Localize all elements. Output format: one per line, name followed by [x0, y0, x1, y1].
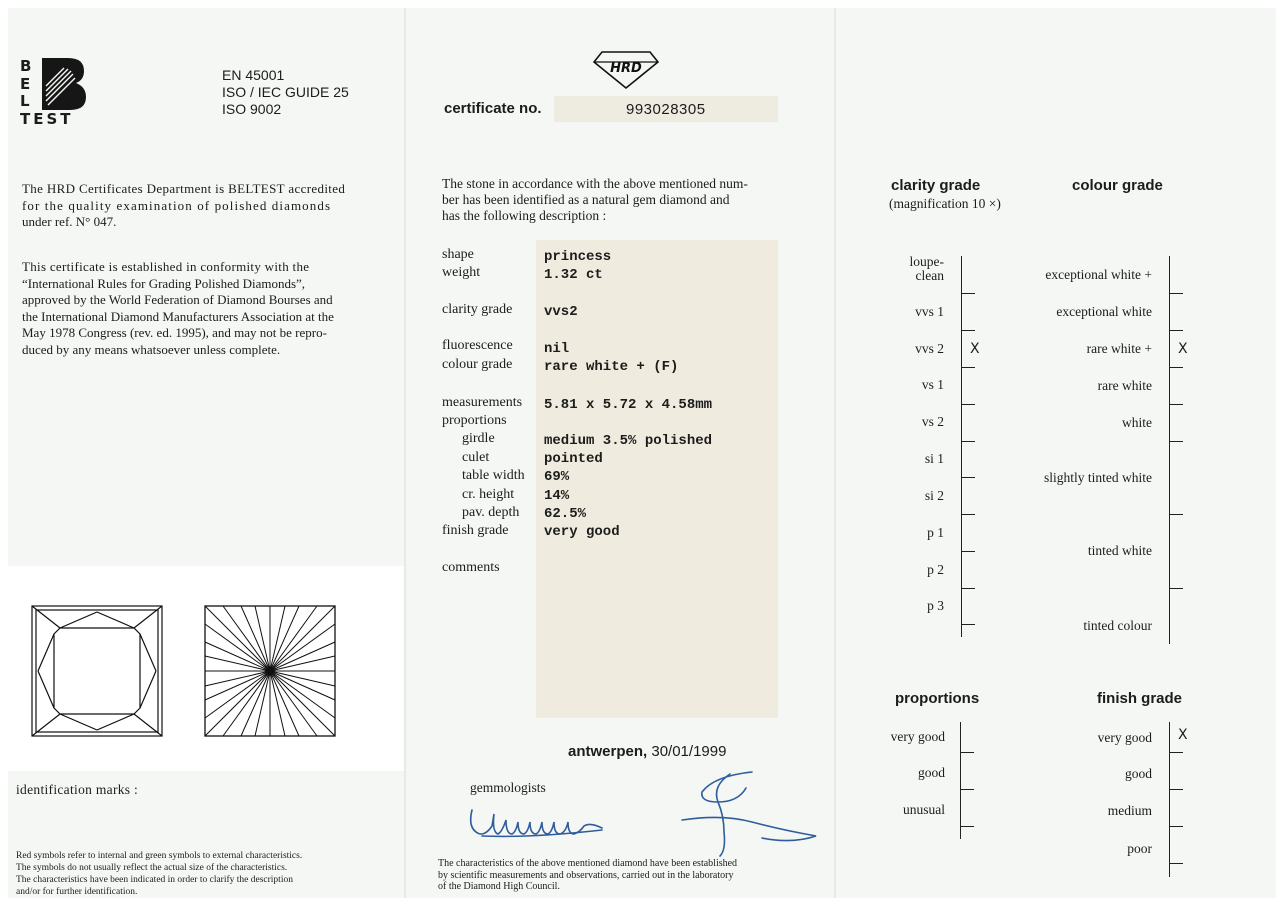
- clarity-grade-vs2: vs 2: [921, 414, 944, 429]
- text-line: The characteristics have been indicated in order to clarify the description: [16, 875, 293, 885]
- colour-grade-exceptional-white: exceptional white: [1056, 304, 1152, 319]
- text-line: May 1978 Congress (rev. ed. 1995), and may not be repro-: [22, 325, 327, 340]
- colour-grade-exceptional-white-plus: exceptional white +: [1045, 267, 1152, 282]
- text-line: The symbols do not usually reflect the actual size of the characteristics.: [16, 863, 288, 873]
- proportions-label: proportions: [442, 413, 507, 428]
- weight-label: weight: [442, 265, 481, 280]
- colour-grade-rare-white: rare white: [1097, 378, 1152, 393]
- standards-list: [222, 67, 349, 118]
- lab-footer-text: [438, 858, 828, 893]
- proportion-grade-good: good: [918, 765, 945, 780]
- finish-grade-value: very good: [544, 524, 620, 540]
- svg-text:HRD: HRD: [610, 61, 642, 76]
- girdle-label: girdle: [462, 431, 495, 446]
- text-line: the International Diamond Manufacturers Association at the: [22, 308, 334, 324]
- identification-marks-label: identification marks :: [16, 782, 139, 797]
- clarity-selected-mark: X: [970, 341, 980, 357]
- clarity-grade-p1: p 1: [927, 525, 944, 540]
- shape-label: shape: [442, 247, 474, 262]
- pavilion-depth-label: pav. depth: [462, 505, 520, 520]
- finish-grade-label: finish grade: [442, 523, 509, 538]
- scale-tick: [961, 588, 975, 589]
- finish-selected-mark: X: [1178, 727, 1188, 743]
- scale-tick: [961, 367, 975, 368]
- scale-tick: [1169, 330, 1183, 331]
- scale-tick: [961, 624, 975, 625]
- measurements-label: measurements: [442, 395, 523, 410]
- clarity-scale-heading: clarity grade: [891, 177, 981, 194]
- comments-label: comments: [442, 560, 500, 575]
- certificate-number: 993028305: [626, 101, 706, 118]
- clarity-grade-p3: p 3: [927, 598, 944, 613]
- fluorescence-value: nil: [544, 341, 570, 357]
- scale-tick: [960, 752, 974, 753]
- logo-letter: E: [20, 74, 32, 93]
- grade-text: clean: [915, 268, 944, 283]
- text-line: The stone in accordance with the above mentioned num-: [442, 176, 748, 191]
- text-line: ber has been identified as a natural gem diamond and: [442, 192, 730, 207]
- scale-tick: [961, 551, 975, 552]
- scale-tick: [1169, 789, 1183, 790]
- finish-grade-medium: medium: [1107, 803, 1152, 818]
- clarity-grade-loupe-clean: [880, 255, 944, 283]
- girdle-value: medium 3.5% polished: [544, 433, 713, 449]
- clarity-grade-si1: si 1: [924, 451, 944, 466]
- standard: EN 45001: [222, 67, 285, 83]
- pavilion-view-diagram-icon: [203, 604, 337, 738]
- place-date: [568, 743, 726, 760]
- finish-grade-good: good: [1125, 766, 1152, 781]
- finish-scale-line: [1169, 722, 1170, 877]
- clarity-grade-vvs1: vvs 1: [915, 304, 944, 319]
- text-line: duced by any means whatsoever unless complete.: [22, 341, 281, 357]
- finish-heading: finish grade: [1097, 690, 1183, 707]
- culet-label: culet: [462, 450, 490, 465]
- logo-letter: B: [20, 57, 33, 75]
- scale-tick: [960, 789, 974, 790]
- weight-value: 1.32 ct: [544, 267, 603, 283]
- text-line: approved by the World Federation of Diamond Bourses and: [22, 292, 333, 307]
- fold-divider: [404, 8, 406, 898]
- standard: ISO / IEC GUIDE 25: [222, 84, 349, 100]
- beltest-b-logo-icon: [40, 58, 86, 110]
- crown-view-diagram-icon: [30, 604, 164, 738]
- colour-label: colour grade: [442, 357, 513, 372]
- table-width-value: 69%: [544, 469, 570, 485]
- colour-grade-tinted-colour: tinted colour: [1083, 618, 1152, 633]
- colour-grade-tinted-white: tinted white: [1087, 543, 1152, 558]
- finish-grade-very-good: very good: [1097, 730, 1152, 745]
- clarity-grade-p2: p 2: [927, 562, 944, 577]
- proportions-scale-line: [960, 722, 961, 839]
- scale-tick: [1169, 441, 1183, 442]
- scale-tick: [1169, 367, 1183, 368]
- text-line: of the Diamond High Council.: [438, 881, 560, 892]
- scale-tick: [961, 477, 975, 478]
- text-line: by scientific measurements and observations, carried out in the laboratory: [438, 869, 734, 881]
- accreditation-text: [22, 181, 382, 231]
- colour-grade-white: white: [1122, 415, 1152, 430]
- certificate-label: certificate no.: [444, 100, 542, 117]
- scale-tick: [1169, 404, 1183, 405]
- scale-tick: [1169, 588, 1183, 589]
- proportions-heading: proportions: [895, 690, 980, 707]
- scale-tick: [1169, 514, 1183, 515]
- proportion-grade-very-good: very good: [890, 729, 945, 744]
- colour-grade-rare-white-plus: rare white +: [1086, 341, 1152, 356]
- text-line: “International Rules for Grading Polished Diamonds”,: [22, 275, 306, 291]
- text-line: Red symbols refer to internal and green symbols to external characteristics.: [16, 851, 303, 861]
- measurements-value: 5.81 x 5.72 x 4.58mm: [544, 397, 713, 413]
- signatures-icon: [462, 766, 822, 858]
- colour-selected-mark: X: [1178, 341, 1188, 357]
- clarity-value: vvs2: [544, 304, 578, 320]
- clarity-grade-vvs2: vvs 2: [915, 341, 944, 356]
- text-line: The characteristics of the above mentioned diamond have been established: [438, 858, 738, 869]
- clarity-grade-vs1: vs 1: [921, 377, 944, 392]
- crown-height-value: 14%: [544, 488, 570, 504]
- grade-text: loupe-: [909, 254, 944, 269]
- scale-tick: [1169, 826, 1183, 827]
- fluorescence-label: fluorescence: [442, 338, 513, 353]
- fold-divider: [834, 8, 836, 898]
- finish-grade-poor: poor: [1127, 841, 1152, 856]
- text-line: under ref. N° 047.: [22, 214, 117, 229]
- issue-date: 30/01/1999: [651, 743, 727, 760]
- text-line: and/or for further identification.: [16, 887, 138, 897]
- scale-tick: [1169, 752, 1183, 753]
- logo-letter: TEST: [20, 109, 74, 128]
- table-width-label: table width: [462, 468, 525, 483]
- footnote-text: [16, 850, 396, 898]
- scale-tick: [960, 826, 974, 827]
- pavilion-depth-value: 62.5%: [544, 506, 587, 522]
- magnification-note: (magnification 10 ×): [889, 196, 1001, 211]
- text-line: The HRD Certificates Department is BELTEST accredited: [22, 181, 346, 196]
- text-line: This certificate is established in conformity with the: [22, 259, 310, 274]
- scale-tick: [961, 293, 975, 294]
- gemmologists-label: gemmologists: [470, 780, 546, 795]
- scale-tick: [961, 330, 975, 331]
- scale-tick: [961, 514, 975, 515]
- shape-value: princess: [544, 249, 612, 265]
- proportion-grade-unusual: unusual: [903, 802, 945, 817]
- scale-tick: [961, 404, 975, 405]
- logo-letter: L: [20, 92, 31, 110]
- text-line: for the quality examination of polished diamonds: [22, 197, 332, 213]
- colour-scale-line: [1169, 256, 1170, 644]
- crown-height-label: cr. height: [462, 487, 515, 502]
- hrd-logo-icon: [592, 50, 660, 90]
- colour-scale-heading: colour grade: [1072, 177, 1163, 194]
- text-line: has the following description :: [442, 208, 607, 223]
- scale-tick: [961, 441, 975, 442]
- clarity-grade-si2: si 2: [924, 488, 944, 503]
- clarity-scale-line: [961, 256, 962, 637]
- scale-tick: [1169, 863, 1183, 864]
- clarity-label: clarity grade: [442, 302, 513, 317]
- colour-value: rare white + (F): [544, 359, 679, 375]
- culet-value: pointed: [544, 451, 603, 467]
- scale-tick: [1169, 293, 1183, 294]
- standard: ISO 9002: [222, 101, 282, 117]
- conformity-text: [22, 259, 382, 358]
- place-city: antwerpen,: [568, 743, 648, 760]
- intro-text: [442, 176, 796, 224]
- colour-grade-slightly-tinted-white: slightly tinted white: [1044, 470, 1152, 485]
